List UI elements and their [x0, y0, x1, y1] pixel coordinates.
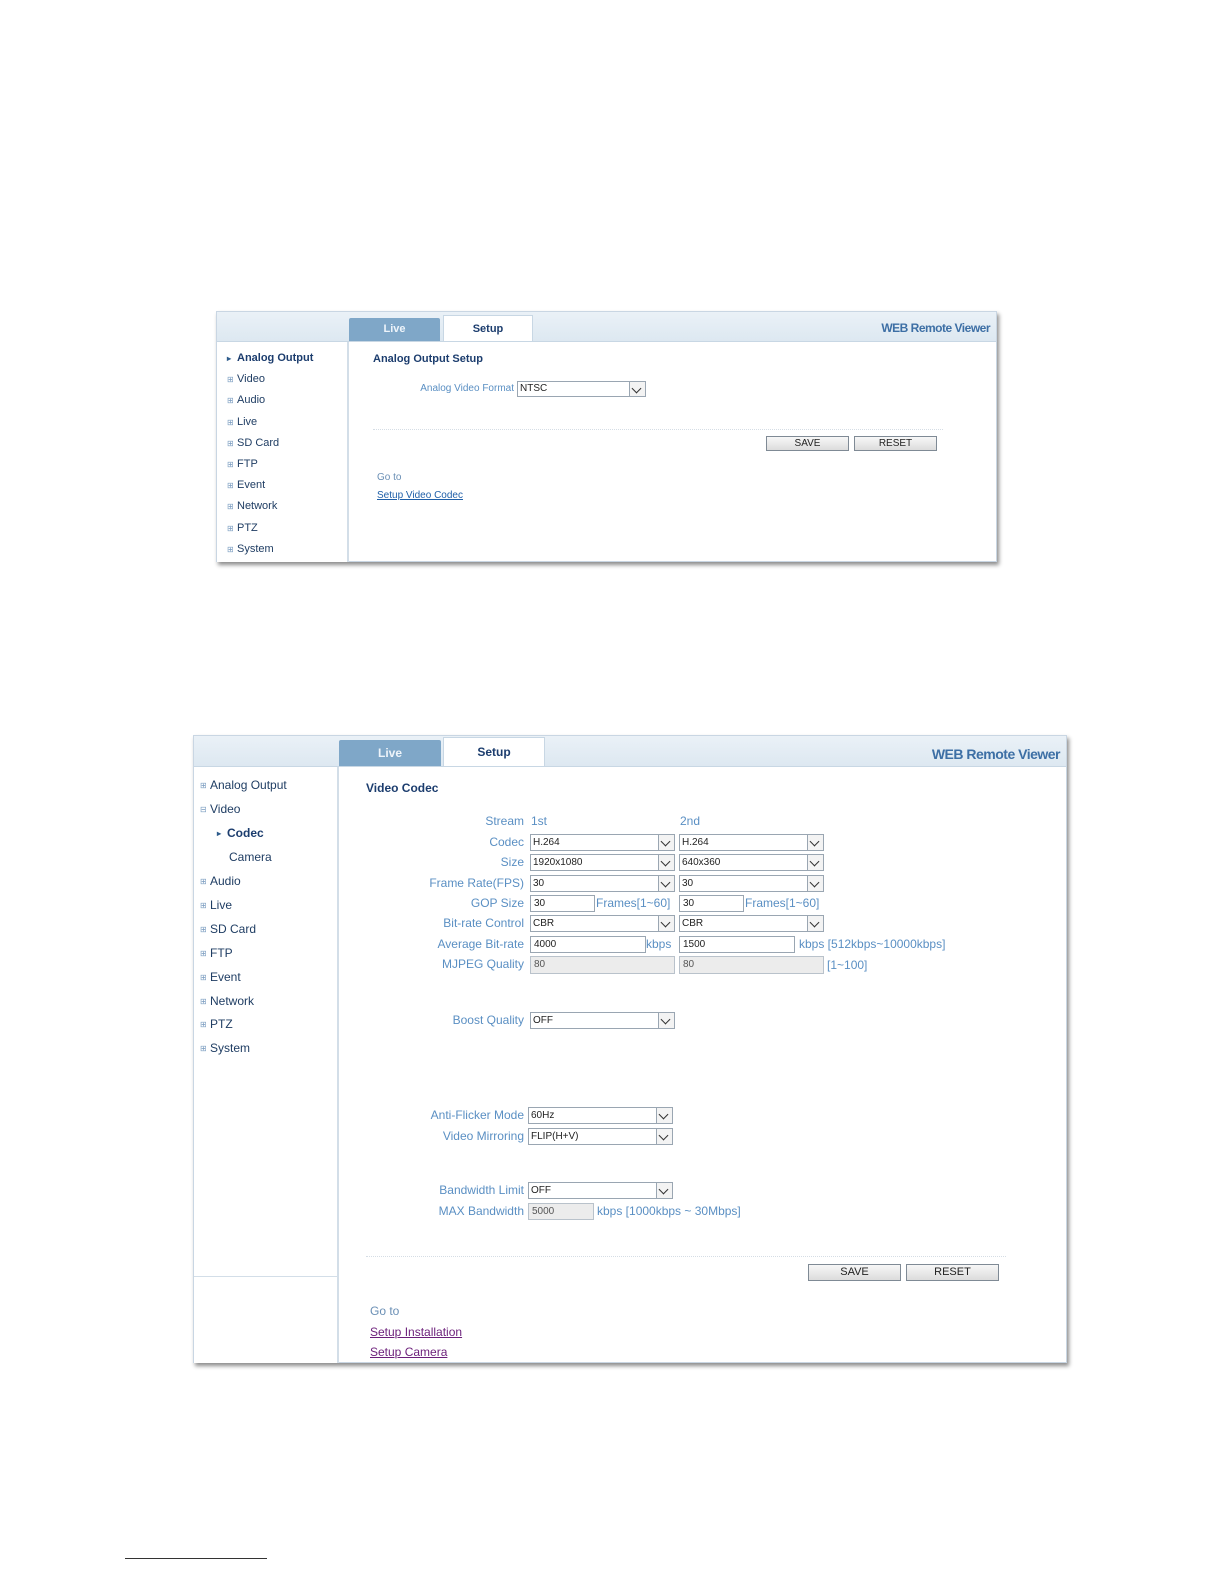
tab-live[interactable]: Live	[339, 740, 441, 766]
brand-title: WEB Remote Viewer	[881, 321, 990, 335]
chevron-down-icon	[656, 1108, 672, 1123]
chevron-down-icon	[807, 916, 823, 931]
expand-icon: ⊞	[227, 544, 234, 554]
expand-icon: ⊞	[200, 901, 207, 911]
average-bitrate-input-2nd[interactable]: 1500	[679, 936, 795, 953]
bitrate-control-label: Bit-rate Control	[443, 916, 524, 930]
chevron-down-icon	[656, 1183, 672, 1198]
mjpeg-quality-range: [1~100]	[827, 958, 868, 972]
chevron-down-icon	[629, 382, 645, 396]
expand-icon: ⊞	[227, 374, 234, 384]
tab-setup[interactable]: Setup	[443, 737, 545, 766]
expand-icon: ⊞	[200, 973, 207, 983]
video-codec-window	[193, 735, 1067, 1363]
tab-live[interactable]: Live	[349, 318, 440, 341]
sidebar	[217, 342, 349, 562]
stream-label: Stream	[485, 814, 524, 828]
collapse-icon: ⊟	[200, 805, 207, 815]
stream-2nd: 2nd	[680, 814, 701, 828]
chevron-down-icon	[658, 916, 674, 931]
expand-icon: ⊞	[227, 395, 234, 405]
gop-size-input-2nd[interactable]: 30	[679, 895, 744, 912]
average-bitrate-input-1st[interactable]: 4000	[530, 936, 646, 953]
chevron-down-icon	[656, 1129, 672, 1144]
gop-range-note-2nd: Frames[1~60]	[745, 896, 820, 910]
bitrate-control-select-2nd[interactable]: CBR	[679, 915, 824, 932]
mjpeg-quality-input-1st: 80	[530, 956, 675, 974]
save-button[interactable]: SAVE	[808, 1264, 901, 1281]
sidebar-item-network[interactable]: ⊞ Network	[227, 500, 278, 512]
divider	[373, 429, 943, 430]
boost-quality-select[interactable]: OFF	[530, 1012, 675, 1029]
top-bar	[217, 312, 996, 342]
sidebar	[194, 767, 339, 1363]
expand-icon: ⊞	[227, 459, 234, 469]
chevron-down-icon	[807, 876, 823, 891]
page-title: Video Codec	[366, 781, 439, 795]
frame-rate-select-2nd[interactable]: 30	[679, 875, 824, 892]
chevron-down-icon	[807, 855, 823, 870]
footnote-rule	[125, 1558, 267, 1559]
sidebar-divider	[194, 1276, 337, 1277]
chevron-down-icon	[658, 1013, 674, 1028]
max-bandwidth-label: MAX Bandwidth	[438, 1204, 524, 1218]
codec-select-1st[interactable]: H.264	[530, 834, 675, 851]
sidebar-item-analog-output[interactable]: ▸ Analog Output	[227, 352, 314, 364]
expand-icon: ⊞	[200, 997, 207, 1007]
sidebar-item-sd-card[interactable]: ⊞ SD Card	[227, 437, 280, 449]
goto-label: Go to	[377, 472, 402, 483]
gop-size-label: GOP Size	[470, 896, 524, 910]
sidebar-item-sd-card[interactable]: ⊞ SD Card	[200, 922, 257, 936]
sidebar-item-ptz[interactable]: ⊞ PTZ	[200, 1017, 233, 1031]
anti-flicker-label: Anti-Flicker Mode	[430, 1108, 524, 1122]
video-mirroring-select[interactable]: FLIP(H+V)	[528, 1128, 673, 1145]
bandwidth-limit-select[interactable]: OFF	[528, 1182, 673, 1199]
average-bitrate-unit-2nd: kbps [512kbps~10000kbps]	[799, 937, 946, 951]
sidebar-item-system[interactable]: ⊞ System	[227, 543, 274, 555]
sidebar-item-video[interactable]: ⊞ Video	[227, 373, 265, 385]
sidebar-item-live[interactable]: ⊞ Live	[200, 898, 233, 912]
mjpeg-quality-input-2nd: 80	[679, 956, 824, 974]
arrow-right-icon: ▸	[217, 829, 222, 839]
expand-icon: ⊞	[227, 480, 234, 490]
sidebar-item-event[interactable]: ⊞ Event	[200, 970, 241, 984]
sidebar-item-video[interactable]: ⊟ Video	[200, 802, 241, 816]
video-mirroring-label: Video Mirroring	[442, 1129, 524, 1143]
setup-camera-link[interactable]: Setup Camera	[370, 1345, 448, 1359]
setup-video-codec-link[interactable]: Setup Video Codec	[377, 490, 463, 501]
frame-rate-label: Frame Rate(FPS)	[429, 876, 524, 890]
expand-icon: ⊞	[227, 438, 234, 448]
save-button[interactable]: SAVE	[766, 436, 849, 451]
sidebar-item-event[interactable]: ⊞ Event	[227, 479, 266, 491]
sidebar-item-camera[interactable]: Camera	[229, 850, 272, 864]
chevron-down-icon	[658, 876, 674, 891]
expand-icon: ⊞	[227, 417, 234, 427]
goto-label: Go to	[370, 1304, 400, 1318]
expand-icon: ⊞	[200, 949, 207, 959]
gop-range-note-1st: Frames[1~60]	[596, 896, 671, 910]
sidebar-item-audio[interactable]: ⊞ Audio	[227, 394, 266, 406]
arrow-right-icon: ▸	[227, 353, 232, 363]
analog-video-format-select[interactable]: NTSC	[517, 381, 646, 397]
brand-title: WEB Remote Viewer	[931, 746, 1060, 762]
divider	[366, 1256, 1006, 1257]
analog-video-format-label: Analog Video Format	[420, 383, 514, 394]
expand-icon: ⊞	[227, 523, 234, 533]
analog-output-window	[216, 311, 997, 562]
chevron-down-icon	[807, 835, 823, 850]
sidebar-item-ftp[interactable]: ⊞ FTP	[200, 946, 233, 960]
anti-flicker-select[interactable]: 60Hz	[528, 1107, 673, 1124]
expand-icon: ⊞	[200, 877, 207, 887]
codec-label: Codec	[489, 835, 524, 849]
average-bitrate-unit-1st: kbps	[646, 937, 672, 951]
sidebar-item-ptz[interactable]: ⊞ PTZ	[227, 522, 258, 534]
gop-size-input-1st[interactable]: 30	[530, 895, 595, 912]
chevron-down-icon	[658, 835, 674, 850]
sidebar-item-codec[interactable]: ▸ Codec	[217, 826, 264, 840]
setup-installation-link[interactable]: Setup Installation	[370, 1325, 463, 1339]
sidebar-item-live[interactable]: ⊞ Live	[227, 416, 258, 428]
chevron-down-icon	[658, 855, 674, 870]
boost-quality-label: Boost Quality	[452, 1013, 524, 1027]
reset-button[interactable]: RESET	[854, 436, 937, 451]
size-select-1st[interactable]: 1920x1080	[530, 854, 675, 871]
size-label: Size	[500, 855, 524, 869]
sidebar-item-ftp[interactable]: ⊞ FTP	[227, 458, 258, 470]
expand-icon: ⊞	[200, 1044, 207, 1054]
max-bandwidth-input[interactable]: 5000	[528, 1203, 594, 1220]
tab-setup[interactable]: Setup	[443, 315, 533, 341]
sidebar-item-analog-output[interactable]: ⊞ Analog Output	[200, 778, 287, 792]
max-bandwidth-range: kbps [1000kbps ~ 30Mbps]	[597, 1204, 741, 1218]
top-bar	[194, 736, 1066, 767]
expand-icon: ⊞	[200, 781, 207, 791]
bandwidth-limit-label: Bandwidth Limit	[439, 1183, 524, 1197]
average-bitrate-label: Average Bit-rate	[437, 937, 524, 951]
codec-select-2nd[interactable]: H.264	[679, 834, 824, 851]
sidebar-item-system[interactable]: ⊞ System	[200, 1041, 251, 1055]
mjpeg-quality-label: MJPEG Quality	[441, 957, 524, 971]
expand-icon: ⊞	[227, 501, 234, 511]
bitrate-control-select-1st[interactable]: CBR	[530, 915, 675, 932]
reset-button[interactable]: RESET	[906, 1264, 999, 1281]
stream-1st: 1st	[531, 814, 548, 828]
expand-icon: ⊞	[200, 1020, 207, 1030]
size-select-2nd[interactable]: 640x360	[679, 854, 824, 871]
expand-icon: ⊞	[200, 925, 207, 935]
frame-rate-select-1st[interactable]: 30	[530, 875, 675, 892]
page-title: Analog Output Setup	[373, 353, 483, 365]
sidebar-item-network[interactable]: ⊞ Network	[200, 994, 255, 1008]
sidebar-item-audio[interactable]: ⊞ Audio	[200, 874, 241, 888]
